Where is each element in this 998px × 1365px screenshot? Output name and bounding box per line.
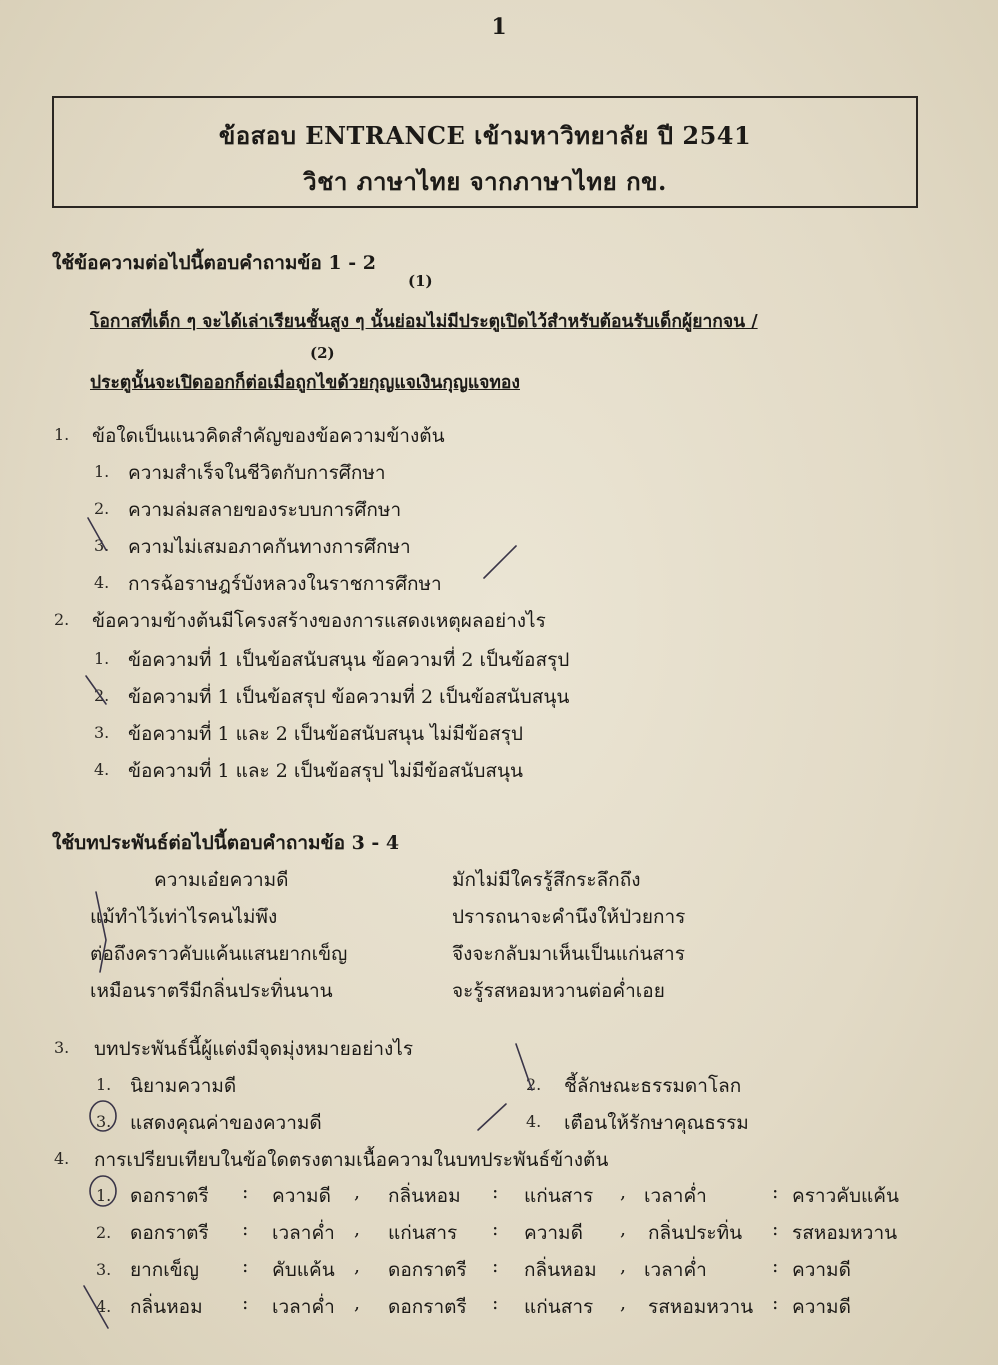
passage-sentence-1: โอกาสที่เด็ก ๆ จะได้เล่าเรียนชั้นสูง ๆ นั้นย่อมไม่มีประตูเปิดไว้สำหรับต้อนรับเด็กผู้ยากจน / — [90, 312, 758, 332]
comma-separator: , — [620, 1181, 627, 1203]
comma-separator: , — [354, 1218, 361, 1240]
exam-title: ข้อสอบ ENTRANCE เข้ามหาวิทยาลัย ปี 2541 — [218, 121, 752, 150]
pen-stroke-mark — [478, 1104, 506, 1130]
comparison-cell: กลิ่นหอม — [388, 1185, 461, 1207]
comparison-cell: แก่นสาร — [524, 1185, 594, 1207]
instruction-q1-2: ใช้ข้อความต่อไปนี้ตอบคำถามข้อ 1 - 2 — [52, 252, 376, 274]
colon-separator: : — [242, 1255, 249, 1277]
comma-separator: , — [354, 1181, 361, 1203]
comparison-cell: รสหอมหวาน — [648, 1296, 754, 1318]
poem-line: มักไม่มีใครรู้สึกระลึกถึง — [452, 869, 641, 891]
exam-title-box — [52, 96, 918, 208]
comparison-cell: กลิ่นหอม — [130, 1296, 203, 1318]
choice-number: 4. — [526, 1112, 542, 1131]
comparison-cell: ยากเข็ญ — [130, 1259, 199, 1281]
colon-separator: : — [772, 1181, 779, 1203]
comparison-cell: ดอกราตรี — [130, 1185, 209, 1207]
poem-line: เหมือนราตรีมีกลิ่นประทิ่นนาน — [90, 980, 333, 1002]
comparison-cell: กลิ่นประทิ่น — [648, 1222, 743, 1244]
colon-separator: : — [492, 1255, 499, 1277]
poem-line: จึงจะกลับมาเห็นเป็นแก่นสาร — [452, 943, 685, 965]
passage-marker-1: (1) — [408, 272, 433, 290]
question-text: การเปรียบเทียบในข้อใดตรงตามเนื้อความในบทประพันธ์ข้างต้น — [94, 1149, 609, 1171]
page-number: 1 — [491, 14, 507, 40]
choice-text[interactable]: ข้อความที่ 1 เป็นข้อสรุป ข้อความที่ 2 เป็นข้อสนับสนุน — [128, 686, 570, 708]
poem-line: จะรู้รสหอมหวานต่อค่ำเอย — [452, 980, 665, 1002]
choice-number: 3. — [96, 1260, 112, 1279]
choice-number: 1. — [96, 1186, 112, 1205]
comma-separator: , — [620, 1292, 627, 1314]
choice-number: 2. — [94, 499, 110, 518]
choice-number: 2. — [96, 1223, 112, 1242]
instruction-q3-4: ใช้บทประพันธ์ต่อไปนี้ตอบคำถามข้อ 3 - 4 — [52, 832, 400, 854]
question-text: ข้อใดเป็นแนวคิดสำคัญของข้อความข้างต้น — [92, 425, 445, 447]
comma-separator: , — [354, 1255, 361, 1277]
poem-line: ปรารถนาจะคำนึงให้ป่วยการ — [452, 906, 686, 928]
colon-separator: : — [772, 1255, 779, 1277]
choice-text[interactable]: ความสำเร็จในชีวิตกับการศึกษา — [128, 462, 386, 484]
comparison-cell: ความดี — [272, 1185, 331, 1207]
choice-number: 2. — [94, 686, 110, 705]
colon-separator: : — [772, 1292, 779, 1314]
comparison-cell: ความดี — [792, 1259, 851, 1281]
comparison-cell: กลิ่นหอม — [524, 1259, 597, 1281]
choice-text[interactable]: ชี้ลักษณะธรรมดาโลก — [564, 1075, 742, 1097]
colon-separator: : — [492, 1181, 499, 1203]
question-text: ข้อความข้างต้นมีโครงสร้างของการแสดงเหตุผลอย่างไร — [92, 610, 546, 632]
colon-separator: : — [242, 1292, 249, 1314]
colon-separator: : — [772, 1218, 779, 1240]
question-number: 4. — [54, 1149, 70, 1168]
colon-separator: : — [492, 1218, 499, 1240]
comparison-cell: ดอกราตรี — [388, 1296, 467, 1318]
choice-number: 4. — [94, 573, 110, 592]
question-number: 1. — [54, 425, 70, 444]
choice-text[interactable]: แสดงคุณค่าของความดี — [130, 1112, 322, 1134]
comparison-cell: เวลาค่ำ — [644, 1185, 707, 1207]
colon-separator: : — [492, 1292, 499, 1314]
comparison-cell: เวลาค่ำ — [272, 1296, 335, 1318]
comma-separator: , — [354, 1292, 361, 1314]
colon-separator: : — [242, 1218, 249, 1240]
question-text: บทประพันธ์นี้ผู้แต่งมีจุดมุ่งหมายอย่างไร — [94, 1038, 414, 1060]
choice-text[interactable]: การฉ้อราษฎร์บังหลวงในราชการศึกษา — [128, 573, 442, 595]
comparison-cell: ดอกราตรี — [130, 1222, 209, 1244]
question-number: 2. — [54, 610, 70, 629]
choice-text[interactable]: ข้อความที่ 1 และ 2 เป็นข้อสนับสนุน ไม่มีข้อสรุป — [128, 723, 523, 745]
colon-separator: : — [242, 1181, 249, 1203]
comparison-cell: คราวคับแค้น — [792, 1185, 899, 1207]
comparison-cell: รสหอมหวาน — [792, 1222, 898, 1244]
choice-number: 1. — [96, 1075, 112, 1094]
choice-number: 2. — [526, 1075, 542, 1094]
comparison-cell: คับแค้น — [272, 1259, 335, 1281]
comparison-cell: แก่นสาร — [524, 1296, 594, 1318]
choice-number: 4. — [94, 760, 110, 779]
question-number: 3. — [54, 1038, 70, 1057]
comparison-cell: ดอกราตรี — [388, 1259, 467, 1281]
choice-text[interactable]: ความล่มสลายของระบบการศึกษา — [128, 499, 402, 521]
comparison-cell: ความดี — [792, 1296, 851, 1318]
choice-text[interactable]: นิยามความดี — [130, 1075, 237, 1097]
comma-separator: , — [620, 1218, 627, 1240]
choice-text[interactable]: ความไม่เสมอภาคกันทางการศึกษา — [128, 536, 411, 558]
choice-number: 1. — [94, 649, 110, 668]
poem-line: ต่อถึงคราวคับแค้นแสนยากเข็ญ — [90, 943, 348, 965]
choice-number: 4. — [96, 1297, 112, 1316]
poem-line: แม้ทำไว้เท่าไรคนไม่พึง — [90, 906, 278, 928]
comparison-cell: ความดี — [524, 1222, 583, 1244]
comparison-cell: เวลาค่ำ — [272, 1222, 335, 1244]
comma-separator: , — [620, 1255, 627, 1277]
choice-text[interactable]: ข้อความที่ 1 และ 2 เป็นข้อสรุป ไม่มีข้อสนับสนุน — [128, 760, 523, 782]
poem-line: ความเอ๋ยความดี — [154, 869, 289, 891]
choice-number: 1. — [94, 462, 110, 481]
comparison-cell: เวลาค่ำ — [644, 1259, 707, 1281]
passage-sentence-2: ประตูนั้นจะเปิดออกก็ต่อเมื่อถูกไขด้วยกุญแจเงินกุญแจทอง — [90, 373, 520, 393]
choice-number: 3. — [96, 1112, 112, 1131]
choice-number: 3. — [94, 536, 110, 555]
comparison-cell: แก่นสาร — [388, 1222, 458, 1244]
pen-stroke-mark — [484, 546, 516, 578]
choice-text[interactable]: ข้อความที่ 1 เป็นข้อสนับสนุน ข้อความที่ 2 เป็นข้อสรุป — [128, 649, 570, 671]
choice-number: 3. — [94, 723, 110, 742]
exam-subtitle: วิชา ภาษาไทย จากภาษาไทย กข. — [303, 167, 667, 196]
passage-marker-2: (2) — [310, 344, 335, 362]
choice-text[interactable]: เตือนให้รักษาคุณธรรม — [564, 1112, 749, 1134]
